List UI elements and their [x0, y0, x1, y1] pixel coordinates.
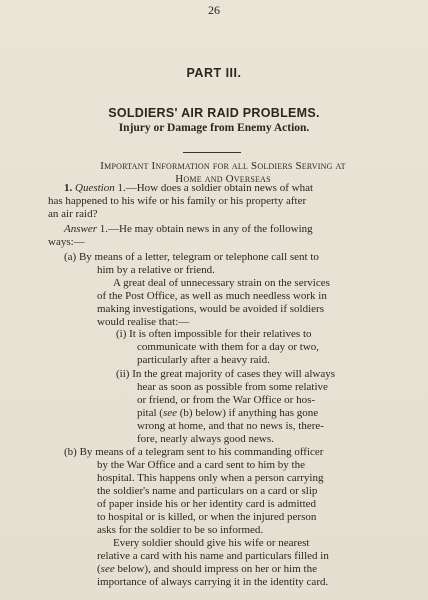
para-b-line-6: to hospital or is killed, or when the injured person	[97, 511, 317, 523]
question-line-3: an air raid?	[48, 208, 98, 220]
para-b-line-7: asks for the soldier to be so informed.	[97, 524, 264, 536]
sub-ii-line-4	[137, 407, 318, 420]
sub-i-line-1: (i) It is often impossible for their relatives to	[116, 328, 312, 340]
sub-ii-line-4-pre: pital (	[137, 407, 163, 419]
question-number: 1.	[64, 182, 73, 194]
para-b-line-5: of paper inside his or her identity card is admitted	[97, 498, 317, 510]
question-line-2: has happened to his wife or his family or his property after	[48, 195, 307, 207]
sub-ii-line-6: fore, nearly always good news.	[137, 433, 274, 445]
para-b-line-10-pre: (	[97, 563, 101, 575]
para-b-line-8: Every soldier should give his wife or nearest	[113, 537, 310, 549]
sub-ii-line-2: hear as soon as possible from some relative	[137, 381, 328, 393]
para-a-line-5: making investigations, would be avoided if soldiers	[97, 303, 324, 315]
sub-ii-see: see	[162, 407, 178, 419]
question-text-1: 1.—How does a soldier obtain news of what	[117, 182, 314, 194]
sub-ii-line-1: (ii) In the great majority of cases they will always	[116, 368, 336, 380]
para-b-line-3: hospital. This happens only when a person carrying	[97, 472, 324, 484]
question-label: Question	[75, 182, 115, 194]
para-b-line-9: relative a card with his name and particulars filled in	[97, 550, 329, 562]
para-a-line-4: of the Post Office, as well as much needless work in	[97, 290, 327, 302]
para-a-line-3: A great deal of unnecessary strain on the services	[113, 277, 330, 289]
answer-text-1: 1.—He may obtain news in any of the following	[99, 223, 313, 235]
sub-i-line-2: communicate with them for a day or two,	[137, 341, 320, 353]
para-b-line-2: by the War Office and a card sent to him by the	[97, 459, 305, 471]
sub-i-line-3: particularly after a heavy raid.	[137, 354, 270, 366]
para-a-line-2: him by a relative or friend.	[97, 264, 215, 276]
answer-line-2: ways:—	[48, 236, 85, 248]
para-b-see: see	[100, 563, 115, 575]
important-note-line-1: Important Information for all Soldiers Serving at	[100, 160, 346, 172]
para-a-line-6: would realise that:—	[97, 316, 190, 328]
section-title: SOLDIERS' AIR RAID PROBLEMS.	[108, 106, 320, 120]
answer-label: Answer	[64, 223, 97, 235]
sub-ii-line-4-post: (b) below) if anything has gone	[177, 407, 319, 419]
page-number: 26	[208, 3, 220, 17]
answer-line-1	[64, 223, 313, 236]
para-b-line-4: the soldier's name and particulars on a card or slip	[97, 485, 318, 497]
para-b-line-10	[97, 563, 317, 576]
para-a-line-1: (a) By means of a letter, telegram or telephone call sent to	[64, 251, 319, 263]
section-divider	[183, 152, 241, 153]
part-title: PART III.	[186, 66, 242, 80]
question-line-1	[64, 182, 313, 195]
para-b-line-11: importance of always carrying it in the identity card.	[97, 576, 329, 588]
sub-ii-line-5: wrong at home, and that no news is, there-	[137, 420, 324, 432]
para-b-line-10-post: below), and should impress on her or him the	[114, 563, 317, 575]
sub-ii-line-3: or friend, or from the War Office or hos-	[137, 394, 316, 406]
para-b-line-1: (b) By means of a telegram sent to his commanding officer	[64, 446, 324, 458]
important-note-line-2: Home and Overseas	[175, 173, 271, 185]
section-subtitle: Injury or Damage from Enemy Action.	[118, 122, 310, 134]
